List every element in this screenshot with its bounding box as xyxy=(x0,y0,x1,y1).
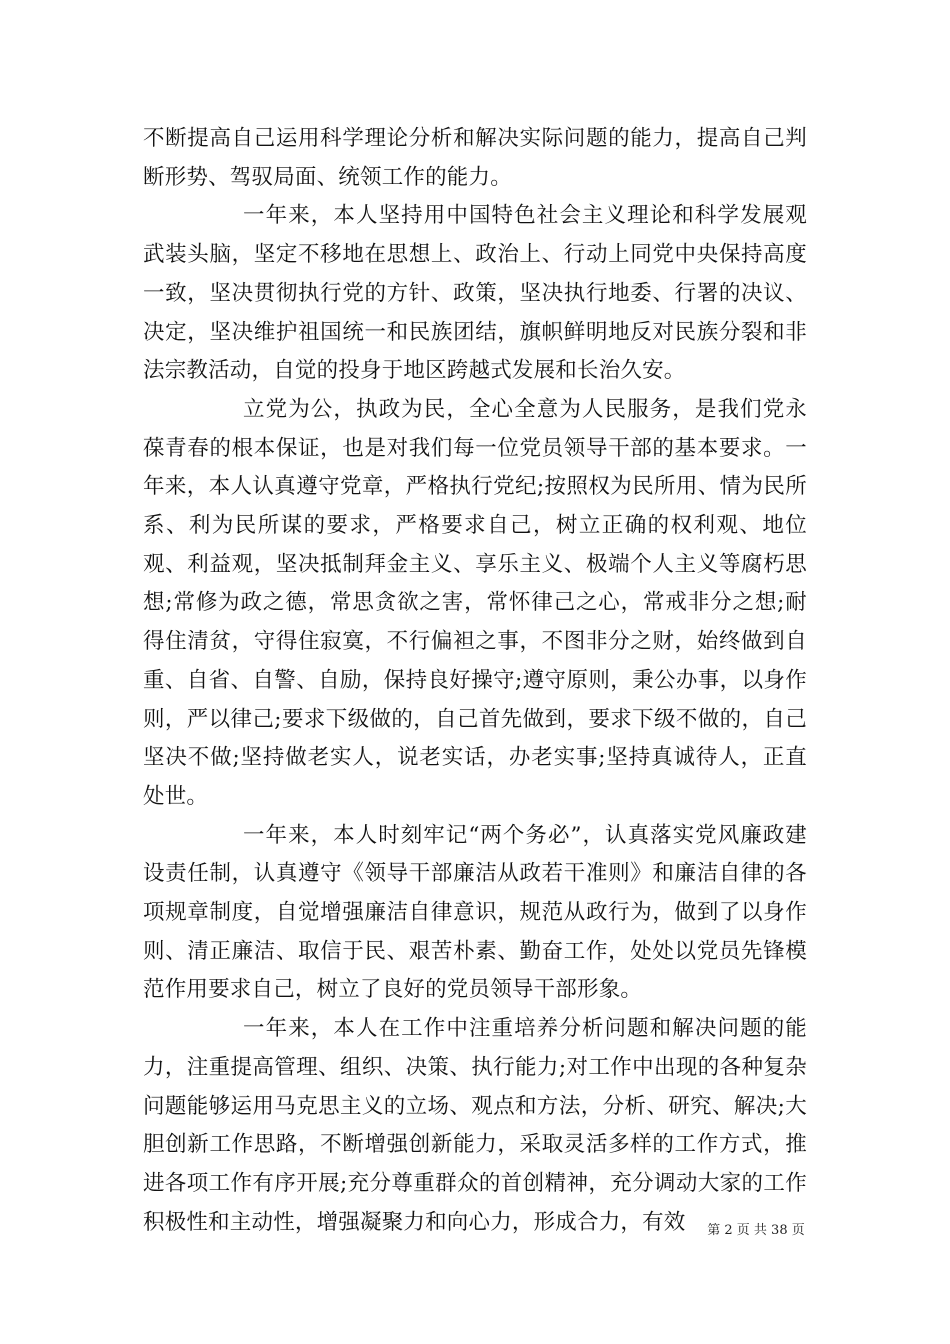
document-body xyxy=(143,120,807,1242)
paragraph-continuation: 不断提高自己运用科学理论分析和解决实际问题的能力，提高自己判断形势、驾驭局面、统领工作的能力。 xyxy=(143,126,807,190)
paragraph-serve-people: 立党为公，执政为民，全心全意为人民服务，是我们党永葆青春的根本保证，也是对我们每一位党员领导干部的基本要求。一年来，本人认真遵守党章，严格执行党纪;按照权为民所用、情为民所系、利为民所谋的要求，严格要求自己，树立正确的权利观、地位观、利益观，坚决抵制拜金主义、享乐主义、极端个人主义等腐朽思想;常修为政之德，常思贪欲之害，常怀律己之心，常戒非分之想;耐得住清贫，守得住寂寞，不行偏袒之事，不图非分之财，始终做到自重、自省、自警、自励，保持良好操守;遵守原则，秉公办事，以身作则，严以律己;要求下级做的，自己首先做到，要求下级不做的，自己坚决不做;坚持做老实人，说老实话，办老实事;坚持真诚待人，正直处世。 xyxy=(143,396,807,809)
page-number-footer xyxy=(0,1222,950,1240)
paragraph-political-stance: 一年来，本人坚持用中国特色社会主义理论和科学发展观武装头脑，坚定不移地在思想上、政治上、行动上同党中央保持高度一致，坚决贯彻执行党的方针、政策，坚决执行地委、行署的决议、决定，坚决维护祖国统一和民族团结，旗帜鲜明地反对民族分裂和非法宗教活动，自觉的投身于地区跨越式发展和长治久安。 xyxy=(143,203,807,384)
page-number-text: 第 2 页 共 38 页 xyxy=(707,1223,805,1238)
paragraph-work-ability: 一年来，本人在工作中注重培养分析问题和解决问题的能力，注重提高管理、组织、决策、执行能力;对工作中出现的各种复杂问题能够运用马克思主义的立场、观点和方法，分析、研究、解决;大胆创新工作思路，不断增强创新能力，采取灵活多样的工作方式，推进各项工作有序开展;充分尊重群众的首创精神，充分调动大家的工作积极性和主动性，增强凝聚力和向心力，形成合力，有效 xyxy=(143,1016,807,1235)
paragraph-clean-governance: 一年来，本人时刻牢记“两个务必”，认真落实党风廉政建设责任制，认真遵守《领导干部廉洁从政若干准则》和廉洁自律的各项规章制度，自觉增强廉洁自律意识，规范从政行为，做到了以身作则、清正廉洁、取信于民、艰苦朴素、勤奋工作，处处以党员先锋模范作用要求自己，树立了良好的党员领导干部形象。 xyxy=(143,822,807,1003)
